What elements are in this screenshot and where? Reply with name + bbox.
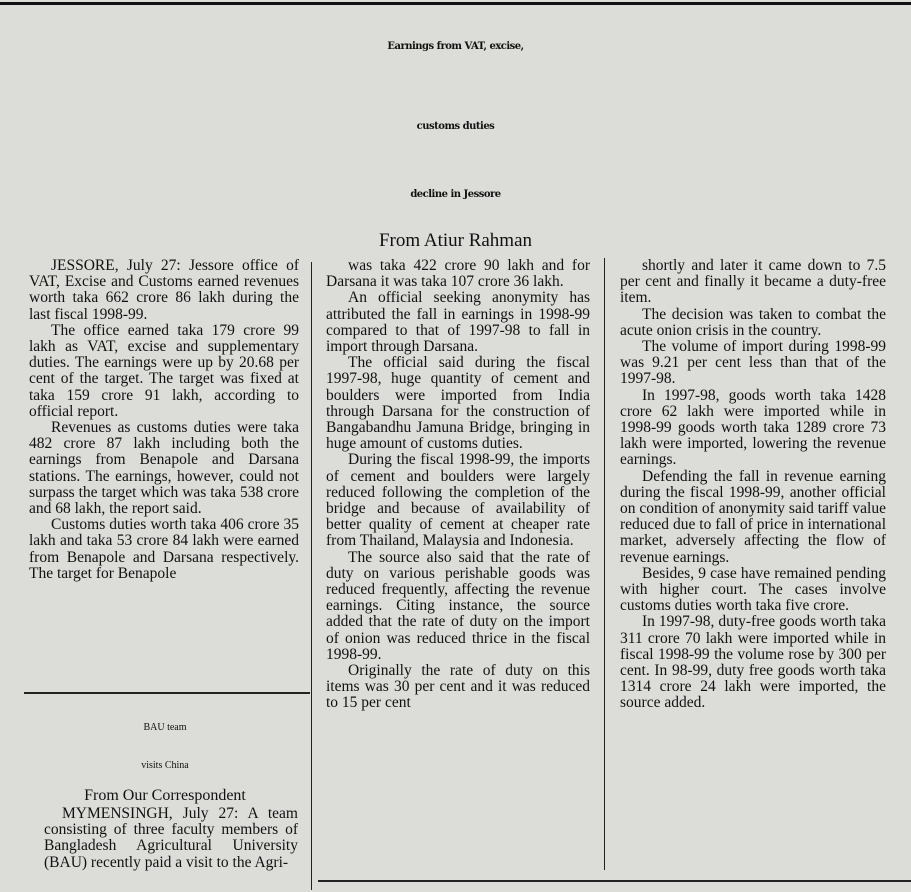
paragraph: Besides, 9 case have remained pending with higher court. The cases involve customs duties worth taka five crore. bbox=[620, 564, 886, 615]
paragraph: In 1997-98, goods worth taka 1428 crore 62 lakh were imported while in 1998-99 goods worth taka 1289 crore 73 lakh were imported, lowering the revenue earnings. bbox=[620, 386, 886, 469]
top-rule bbox=[0, 2, 911, 5]
paragraph: The volume of import during 1998-99 was 9.21 per cent less than that of the 1997-98. bbox=[620, 338, 886, 388]
paragraph: The official said during the fiscal 1997-98, huge quantity of cement and boulders were imported from India through Darsana for the construction of Bangabandhu Jamuna Bridge, bringing in huge amount of customs duties. bbox=[326, 354, 590, 453]
second-headline-line-1: BAU team bbox=[143, 722, 187, 733]
column-divider bbox=[604, 258, 605, 870]
article-column-1 bbox=[29, 258, 299, 582]
column-divider bbox=[311, 262, 312, 890]
paragraph: The office earned taka 179 crore 99 lakh as VAT, excise and supplementary duties. The earnings were up by 20.68 per cent of the target. The target was fixed at taka 159 crore 91 lakh, according to official report. bbox=[29, 321, 299, 420]
paragraph: During the fiscal 1998-99, the imports of cement and boulders were largely reduced following the completion of the bridge and because of availability of better quality of cement at cheaper rate from Thailand, Malaysia and Indonesia. bbox=[326, 451, 590, 550]
paragraph: An official seeking anonymity has attributed the fall in earnings in 1998-99 compared to that of 1997-98 to fall in import through Darsana. bbox=[326, 289, 590, 356]
paragraph: The source also said that the rate of duty on various perishable goods was reduced frequently, affecting the revenue earnings. Citing instance, the source added that the rate of duty on the import of onion was reduced thrice in the fiscal 1998-99. bbox=[326, 548, 590, 663]
paragraph: The decision was taken to combat the acute onion crisis in the country. bbox=[620, 305, 886, 339]
paragraph: was taka 422 crore 90 lakh and for Darsana it was taka 107 crore 36 lakh. bbox=[326, 257, 590, 291]
byline: From Atiur Rahman bbox=[378, 230, 533, 251]
paragraph: Defending the fall in revenue earning during the fiscal 1998-99, another official on condition of anonymity said tariff value reduced due to fall of price in international market, adversely affecting the flow of revenue earnings. bbox=[620, 467, 886, 566]
paragraph: JESSORE, July 27: Jessore office of VAT, Excise and Customs earned revenues worth taka 662 crore 86 lakh during the last fiscal 1998-99. bbox=[29, 257, 299, 323]
headline-line-1: Earnings from VAT, excise, bbox=[387, 41, 524, 52]
article-column-3 bbox=[620, 258, 886, 712]
article-column-2 bbox=[326, 258, 590, 712]
section-divider bbox=[24, 692, 310, 694]
headline-line-3: decline in Jessore bbox=[410, 189, 501, 200]
paragraph: shortly and later it came down to 7.5 per cent and finally it became a duty-free item. bbox=[620, 257, 886, 307]
second-headline-line-2: visits China bbox=[141, 760, 189, 771]
paragraph: In 1997-98, duty-free goods worth taka 311 crore 70 lakh were imported while in fiscal 1998-99 the volume rose by 300 per cent. In 98-99, duty free goods worth taka 1314 crore 24 lakh were imported, the source added. bbox=[620, 613, 886, 712]
paragraph: Revenues as customs duties were taka 482 crore 87 lakh including both the earnings from Benapole and Darsana stations. The earnings, however, could not surpass the target which was taka 538 crore and 68 lakh, the report said. bbox=[29, 419, 299, 518]
second-article-body bbox=[44, 806, 298, 871]
second-byline: From Our Correspondent bbox=[84, 787, 246, 804]
section-divider bbox=[318, 880, 911, 882]
paragraph: Customs duties worth taka 406 crore 35 lakh and taka 53 crore 84 lakh were earned from Benapole and Darsana respectively. The target for Benapole bbox=[29, 516, 299, 582]
paragraph: Originally the rate of duty on this items was 30 per cent and it was reduced to 15 per cent bbox=[326, 662, 590, 712]
paragraph: MYMENSINGH, July 27: A team consisting of three faculty members of Bangladesh Agricultural University (BAU) recently paid a visit to the Agri- bbox=[44, 805, 298, 871]
headline-line-2: customs duties bbox=[416, 121, 495, 132]
